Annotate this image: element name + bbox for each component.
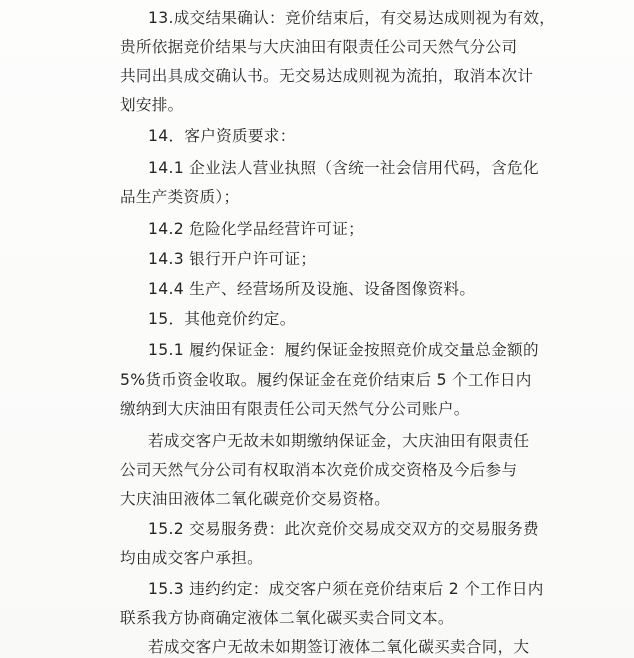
text-line: 14.2 危险化学品经营许可证； [148, 220, 365, 238]
text-line: 品生产类资质）； [120, 188, 240, 206]
text-line: 共同出具成交确认书。无交易达成则视为流拍，取消本次计 [120, 67, 534, 85]
text-line: 14.3 银行开户许可证； [148, 250, 317, 268]
text-line: 14.4 生产、经营场所及设施、设备图像资料。 [148, 280, 476, 298]
text-line: 若成交客户无故未如期缴纳保证金，大庆油田有限责任 [148, 432, 530, 450]
text-line: 15.2 交易服务费：此次竞价交易成交双方的交易服务费 [148, 520, 539, 538]
text-line: 14.1 企业法人营业执照（含统一社会信用代码，含危化 [148, 159, 539, 177]
text-line: 15．其他竞价约定。 [148, 310, 296, 328]
text-line: 划安排。 [120, 96, 184, 114]
text-line: 公司天然气分公司有权取消本次竞价成交资格及今后参与 [120, 461, 518, 479]
text-line: 14．客户资质要求： [148, 127, 296, 145]
text-line: 贵所依据竞价结果与大庆油田有限责任公司天然气分公司 [120, 38, 518, 56]
text-line: 均由成交客户承担。 [120, 549, 264, 567]
text-line: 15.1 履约保证金：履约保证金按照竞价成交量总金额的 [148, 341, 539, 359]
text-line: 联系我方协商确定液体二氧化碳买卖合同文本。 [120, 609, 454, 627]
text-line: 缴纳到大庆油田有限责任公司天然气分公司账户。 [120, 400, 470, 418]
text-line: 5%货币资金收取。履约保证金在竞价结束后 5 个工作日内 [120, 371, 532, 389]
text-line: 15.3 违约约定：成交客户须在竞价结束后 2 个工作日内 [148, 580, 544, 598]
text-line: 13.成交结果确认：竞价结束后，有交易达成则视为有效， [148, 9, 556, 27]
text-line: 大庆油田液体二氧化碳竞价交易资格。 [120, 490, 391, 508]
text-line: 若成交客户无故未如期签订液体二氧化碳买卖合同，大 [148, 638, 530, 656]
